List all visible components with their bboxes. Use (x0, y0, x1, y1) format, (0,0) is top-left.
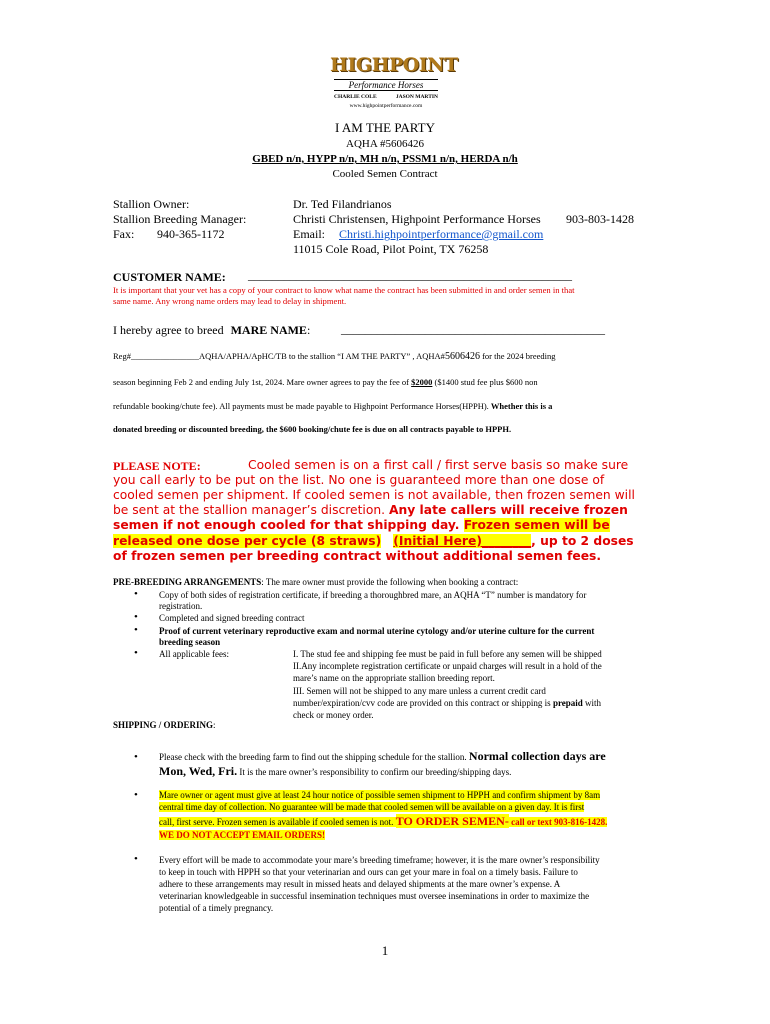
shipping-colon: : (213, 720, 216, 730)
prebreeding-heading (113, 577, 518, 587)
prebreeding-label: PRE-BREEDING ARRANGEMENTS (113, 577, 262, 587)
season-b: ($1400 stud fee plus $600 non (432, 377, 538, 387)
shipping-b1-bold1: Normal collection days are (468, 749, 606, 763)
initial-here-field[interactable]: (Initial Here)________ (393, 534, 532, 548)
please-note-label: PLEASE NOTE: (113, 459, 201, 473)
customer-notice-1: It is important that your vet has a copy of your contract to know what name the contract has been submitted in and order semen in that (113, 285, 575, 295)
fee-rule-3-prepaid: prepaid (552, 698, 583, 708)
fee-rule-3b-text: number/expiration/cvv code are provided on this contract or shipping is (293, 698, 553, 708)
shipping-b1b: It is the mare owner’s responsibility to confirm our breeding/shipping days. (237, 767, 512, 777)
fax-label: Fax: (113, 227, 135, 241)
shipping-b2c (159, 815, 607, 828)
agreement-intro-text: I hereby agree to breed (113, 323, 224, 337)
bullet-icon: • (134, 751, 138, 763)
shipping-bullet-1-line-1 (159, 749, 606, 764)
logo-name-left: CHARLIE COLE (334, 94, 377, 100)
shipping-bullet-1-line-2 (159, 764, 511, 779)
please-note-line-5a: semen if not enough cooled for that shipping day. (113, 518, 464, 532)
customer-name-label: CUSTOMER NAME: (113, 270, 226, 284)
shipping-b3c: adhere to these arrangements may result in missed heats and delayed shipments at the mare owner’s expense. A (159, 879, 561, 889)
manager-value: Christi Christensen, Highpoint Performance Horses (293, 212, 541, 226)
page-number: 1 (381, 943, 389, 958)
logo-site: www.highpointperformance.com (349, 103, 423, 109)
shipping-b2a-text: Mare owner or agent must give at least 24 hour notice of possible semen shipment to HPPH and confirm shipment by 8am (159, 790, 601, 800)
bullet-icon: • (134, 588, 138, 600)
address: 11015 Cole Road, Pilot Point, TX 76258 (293, 242, 489, 256)
prebreeding-intro: : The mare owner must provide the following when booking a contract: (261, 577, 519, 587)
bullet-icon: • (134, 853, 138, 865)
contract-type: Cooled Semen Contract (332, 168, 438, 180)
fee-rule-3d: check or money order. (293, 710, 374, 720)
highpoint-logo (330, 48, 458, 120)
mare-name-colon: : (306, 323, 311, 337)
please-note-line-6a: released one dose per cycle (8 straws) (113, 534, 382, 548)
season-a: season beginning Feb 2 and ending July 1st, 2024. Mare owner agrees to pay the fee of (113, 377, 412, 387)
email-link[interactable]: Christi.highpointperformance@gmail.com (339, 227, 544, 241)
bullet-icon: • (134, 647, 138, 659)
fee-rule-1: I. The stud fee and shipping fee must be paid in full before any semen will be shipped (293, 649, 602, 659)
fee-amount: $2000 (411, 377, 433, 387)
shipping-label: SHIPPING / ORDERING (113, 720, 214, 730)
logo-name-right: JASON MARTIN (395, 94, 438, 100)
manager-phone: 903-803-1428 (566, 212, 634, 226)
please-note-line-3: cooled semen per shipment. If cooled semen is not available, then frozen semen will (113, 488, 635, 502)
shipping-b3a: Every effort will be made to accommodate your mare’s breeding timeframe; however, it is the mare owner’s responsibility (159, 855, 600, 865)
customer-notice-2: same name. Any wrong name orders may lead to delay in shipment. (113, 296, 347, 306)
reg-line-a: Reg#________________AQHA/APHA/ApHC/TB to the stallion “I AM THE PARTY” , AQHA# (113, 351, 445, 361)
logo-subtitle: Performance Horses (334, 79, 438, 91)
refund-line (113, 401, 552, 411)
please-note-line-2: you call early to be put on the list. No one is guaranteed more than one dose of (113, 473, 605, 487)
email-label: Email: (293, 227, 325, 241)
refund-a: refundable booking/chute fee). All payments must be made payable to Highpoint Performance Horses(HPPH). (113, 401, 491, 411)
prebreeding-item-1b: registration. (159, 601, 203, 611)
shipping-heading (113, 720, 216, 730)
order-semen-callout: TO ORDER SEMEN- (395, 814, 509, 828)
shipping-b2c-text: call, first serve. Frozen semen is available if cooled semen is not. (159, 817, 396, 827)
shipping-b2d (159, 829, 325, 841)
please-note-line-6c: , up to 2 doses (531, 534, 634, 548)
please-note-line-6 (113, 534, 634, 548)
shipping-b3d: veterinarian knowledgeable in successful insemination techniques must oversee inseminations in order to maximize the (159, 891, 590, 901)
prebreeding-item-2: Completed and signed breeding contract (159, 613, 305, 623)
page-title: I AM THE PARTY (335, 120, 435, 135)
genetics-line: GBED n/n, HYPP n/n, MH n/n, PSSM1 n/n, HERDA n/h (252, 153, 518, 165)
reg-line-b: for the 2024 breeding (479, 351, 556, 361)
fee-rule-2a: II.Any incomplete registration certificate or unpaid charges will result in a hold of the (293, 661, 602, 671)
no-email-orders: WE DO NOT ACCEPT EMAIL ORDERS! (159, 830, 325, 840)
agreement-intro (113, 323, 310, 338)
shipping-b2a (159, 789, 600, 801)
reg-number: 5606426 (444, 351, 480, 362)
shipping-b2b (159, 801, 584, 813)
prebreeding-item-1a: Copy of both sides of registration certificate, if breeding a thoroughbred mare, an AQHA “T” number is mandatory for (159, 590, 587, 600)
fee-rule-2b: mare’s name on the appropriate stallion breeding report. (293, 673, 495, 683)
fax-value: 940-365-1172 (157, 227, 225, 241)
fee-rule-3c: with (582, 698, 602, 708)
mare-name-line[interactable]: ____________________________________________ (341, 322, 605, 336)
reg-line (113, 351, 555, 362)
donated-line: donated breeding or discounted breeding, the $600 booking/chute fee is due on all contracts payable to HPPH. (113, 424, 512, 434)
owner-value: Dr. Ted Filandrianos (293, 197, 392, 211)
shipping-b3e: potential of a timely pregnancy. (159, 903, 274, 913)
logo-brand: HIGHPOINT (330, 54, 458, 76)
please-note-line-7: of frozen semen per breeding contract without additional semen fees. (113, 549, 602, 563)
bullet-icon: • (134, 624, 138, 636)
manager-label: Stallion Breeding Manager: (113, 212, 247, 226)
mare-name-label: MARE NAME (230, 323, 307, 337)
season-line (113, 377, 538, 387)
aqha-number: AQHA #5606426 (346, 138, 424, 150)
please-note-line-4b: Any late callers will receive frozen (388, 503, 628, 517)
customer-name-line[interactable]: ______________________________________________________ (248, 268, 572, 282)
shipping-b1-bold2: Mon, Wed, Fri. (159, 764, 238, 778)
fee-rule-3b (293, 697, 601, 709)
please-note-line-5 (113, 518, 610, 532)
prebreeding-item-3a: Proof of current veterinary reproductive exam and normal uterine cytology and/or uterine culture for the current (159, 626, 595, 636)
please-note-line-1: Cooled semen is on a first call / first serve basis so make sure (248, 458, 629, 472)
prebreeding-item-4-label: All applicable fees: (159, 649, 229, 659)
fee-rule-3a: III. Semen will not be shipped to any mare unless a current credit card (293, 686, 546, 696)
shipping-b1a: Please check with the breeding farm to find out the shipping schedule for the stallion. (159, 752, 469, 762)
owner-label: Stallion Owner: (113, 197, 190, 211)
bullet-icon: • (134, 611, 138, 623)
please-note-line-5b: Frozen semen will be (463, 518, 610, 532)
please-note-line-4 (113, 503, 628, 517)
shipping-b3b: to keep in touch with HPPH so that your veterinarian and ours can get your mare in foal on a timely basis. Failure to (159, 867, 578, 877)
order-phone: call or text 903-816-1428. (508, 817, 608, 827)
please-note-line-4a: be sent at the stallion manager’s discretion. (113, 503, 389, 517)
refund-b: Whether this is a (490, 401, 553, 411)
shipping-b2b-text: central time day of collection. No guarantee will be made that cooled semen will be available on a given day. It is first (159, 802, 585, 812)
bullet-icon: • (134, 789, 138, 801)
prebreeding-item-3b: breeding season (159, 637, 221, 647)
